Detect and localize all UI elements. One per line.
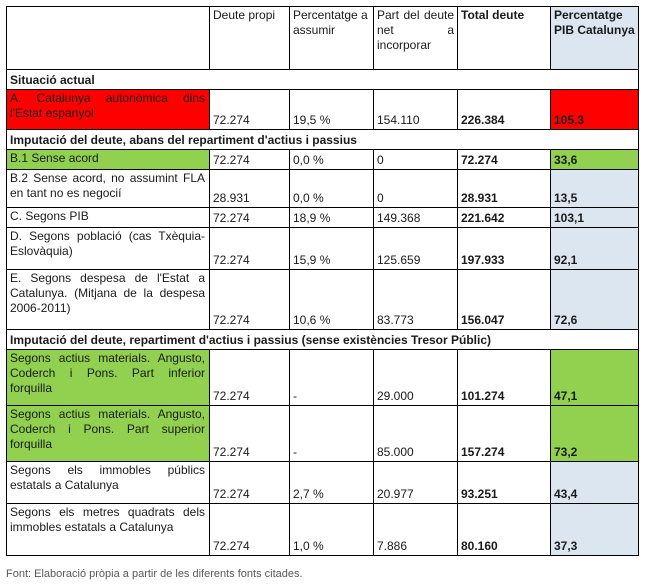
cell-gdp-pct: 47,1 [551, 350, 639, 406]
cell-total-debt: 72.274 [458, 150, 551, 170]
row-label: B.2 Sense acord, no assumint FLA en tant no es negocií [7, 170, 210, 208]
row-label: Segons els immobles públics estatals a Catalunya [7, 462, 210, 504]
section-title: Imputació del deute, repartiment d'actius i passius (sense existències Tresor Públic) [7, 330, 639, 350]
header-col-concept [7, 7, 210, 70]
cell-own-debt: 72.274 [210, 270, 290, 330]
row-label: Segons actius materials. Angusto, Coderch i Pons. Part inferior forquilla [7, 350, 210, 406]
cell-net-debt-part: 0 [374, 150, 458, 170]
cell-share: - [290, 406, 374, 462]
table-row [7, 350, 639, 406]
table-row [7, 406, 639, 462]
cell-own-debt: 72.274 [210, 150, 290, 170]
cell-gdp-pct: 13,5 [551, 170, 639, 208]
cell-net-debt-part: 83.773 [374, 270, 458, 330]
header-col-gdp-pct: Percentatge PIB Catalunya [551, 7, 639, 70]
cell-gdp-pct: 72,6 [551, 270, 639, 330]
cell-net-debt-part: 125.659 [374, 228, 458, 270]
cell-own-debt: 28.931 [210, 170, 290, 208]
cell-gdp-pct: 103,1 [551, 208, 639, 228]
cell-own-debt: 72.274 [210, 406, 290, 462]
cell-share: - [290, 350, 374, 406]
table-row [7, 228, 639, 270]
table-row [7, 504, 639, 556]
cell-share: 18,9 % [290, 208, 374, 228]
source-note: Font: Elaboració pròpia a partir de les diferents fonts citades. [6, 568, 303, 580]
table-row [7, 170, 639, 208]
cell-gdp-pct: 43,4 [551, 462, 639, 504]
cell-net-debt-part: 0 [374, 170, 458, 208]
cell-gdp-pct: 105,3 [551, 90, 639, 130]
row-label: B.1 Sense acord [7, 150, 210, 170]
debt-table-container [6, 6, 639, 556]
table-row [7, 208, 639, 228]
cell-own-debt: 72.274 [210, 90, 290, 130]
cell-net-debt-part: 149.368 [374, 208, 458, 228]
debt-table [6, 6, 639, 556]
cell-own-debt: 72.274 [210, 462, 290, 504]
section-row [7, 330, 639, 350]
cell-gdp-pct: 73,2 [551, 406, 639, 462]
cell-net-debt-part: 29.000 [374, 350, 458, 406]
cell-share: 15,9 % [290, 228, 374, 270]
cell-total-debt: 157.274 [458, 406, 551, 462]
cell-total-debt: 197.933 [458, 228, 551, 270]
cell-total-debt: 93.251 [458, 462, 551, 504]
header-col-net-debt-part: Part del deute net a incorporar [374, 7, 458, 70]
table-row [7, 90, 639, 130]
row-label: D. Segons població (cas Txèquia-Eslovàquia) [7, 228, 210, 270]
header-row [7, 7, 639, 70]
cell-net-debt-part: 85.000 [374, 406, 458, 462]
row-label: Segons els metres quadrats dels immobles estatals a Catalunya [7, 504, 210, 556]
table-row [7, 462, 639, 504]
cell-own-debt: 72.274 [210, 208, 290, 228]
cell-share: 19,5 % [290, 90, 374, 130]
section-title: Situació actual [7, 70, 639, 90]
cell-total-debt: 156.047 [458, 270, 551, 330]
header-col-total-debt: Total deute [458, 7, 551, 70]
cell-total-debt: 221.642 [458, 208, 551, 228]
cell-net-debt-part: 154.110 [374, 90, 458, 130]
section-row [7, 70, 639, 90]
table-row [7, 270, 639, 330]
cell-own-debt: 72.274 [210, 350, 290, 406]
cell-gdp-pct: 37,3 [551, 504, 639, 556]
cell-own-debt: 72.274 [210, 504, 290, 556]
cell-total-debt: 226.384 [458, 90, 551, 130]
cell-share: 1,0 % [290, 504, 374, 556]
row-label: Segons actius materials. Angusto, Coderch i Pons. Part superior forquilla [7, 406, 210, 462]
header-col-share: Percentatge a assumir [290, 7, 374, 70]
section-row [7, 130, 639, 150]
cell-share: 10,6 % [290, 270, 374, 330]
cell-share: 0,0 % [290, 170, 374, 208]
section-title: Imputació del deute, abans del repartiment d'actius i passius [7, 130, 639, 150]
cell-net-debt-part: 20.977 [374, 462, 458, 504]
cell-net-debt-part: 7.886 [374, 504, 458, 556]
header-col-own-debt: Deute propi [210, 7, 290, 70]
cell-gdp-pct: 33,6 [551, 150, 639, 170]
cell-total-debt: 80.160 [458, 504, 551, 556]
row-label: E. Segons despesa de l'Estat a Catalunya. (Mitjana de la despesa 2006-2011) [7, 270, 210, 330]
cell-total-debt: 28.931 [458, 170, 551, 208]
cell-gdp-pct: 92,1 [551, 228, 639, 270]
table-row [7, 150, 639, 170]
cell-share: 2,7 % [290, 462, 374, 504]
row-label: A. Catalunya autonòmica dins l'Estat espanyol [7, 90, 210, 130]
cell-total-debt: 101.274 [458, 350, 551, 406]
cell-share: 0,0 % [290, 150, 374, 170]
cell-own-debt: 72.274 [210, 228, 290, 270]
row-label: C. Segons PIB [7, 208, 210, 228]
